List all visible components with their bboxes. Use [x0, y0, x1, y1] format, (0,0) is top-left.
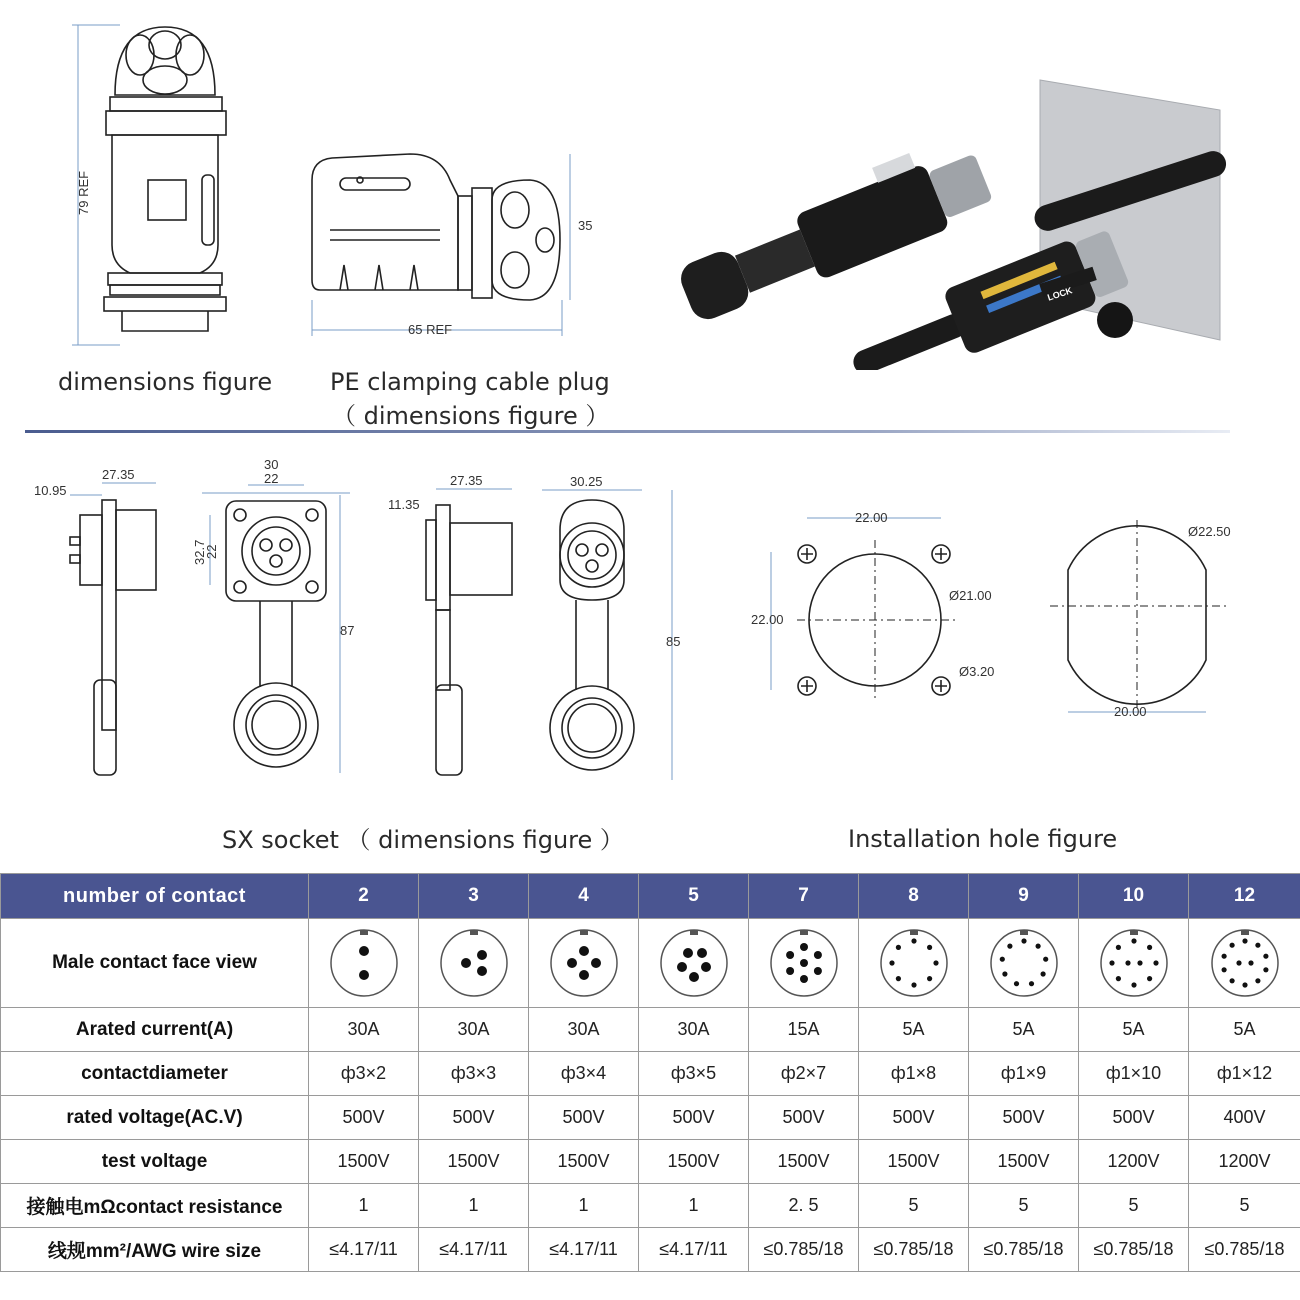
- header-label: number of contact: [1, 874, 309, 919]
- header-col: 8: [859, 874, 969, 919]
- table-cell: 1200V: [1079, 1140, 1189, 1184]
- contact-pin: [1263, 967, 1268, 972]
- contact-pin: [813, 951, 821, 959]
- socket-round-front-drawing: [530, 470, 700, 790]
- socket-round-side-drawing: [380, 465, 530, 785]
- contact-pin: [579, 970, 589, 980]
- row-label: Male contact face view: [1, 919, 309, 1008]
- table-cell: 1500V: [419, 1140, 529, 1184]
- contact-pin: [1221, 954, 1226, 959]
- header-col: 12: [1189, 874, 1300, 919]
- socket-c-dim: 30: [264, 457, 279, 472]
- table-cell: 1: [639, 1184, 749, 1228]
- table-cell: 500V: [529, 1096, 639, 1140]
- table-header-row: [1, 874, 1300, 919]
- row-label: contactdiameter: [1, 1052, 309, 1096]
- install-height-dim: 22.00: [751, 612, 784, 627]
- contact-face-4-icon: [548, 927, 620, 999]
- table-cell: 1500V: [529, 1140, 639, 1184]
- table-cell: 30A: [529, 1008, 639, 1052]
- plug-dimensions-caption: dimensions figure: [58, 368, 273, 396]
- contact-face-5-icon: [658, 927, 730, 999]
- table-cell: 30A: [309, 1008, 419, 1052]
- table-cell: ≤0.785/18: [1079, 1228, 1189, 1272]
- install-diameter-dim: Ø22.50: [1188, 524, 1231, 539]
- table-cell: 500V: [969, 1096, 1079, 1140]
- socket-j-dim: 30.25: [570, 474, 603, 489]
- table-cell: ф1×9: [969, 1052, 1079, 1096]
- table-cell: 500V: [309, 1096, 419, 1140]
- contact-pin: [889, 960, 894, 965]
- contact-pin: [359, 946, 369, 956]
- table-row: [1, 1228, 1300, 1272]
- plug-height-label: 79 REF: [76, 170, 91, 215]
- row-label: test voltage: [1, 1140, 309, 1184]
- lock-label: LOCK: [1046, 285, 1074, 303]
- contact-pin: [477, 966, 487, 976]
- contact-pin: [1109, 960, 1114, 965]
- contact-pin: [800, 943, 808, 951]
- contact-pin: [1221, 967, 1226, 972]
- contact-face-cell: [749, 919, 859, 1008]
- contact-pin: [1242, 982, 1247, 987]
- install-screw-dim: Ø3.20: [959, 664, 995, 679]
- contact-pin: [786, 967, 794, 975]
- table-row: [1, 1008, 1300, 1052]
- table-cell: 30A: [639, 1008, 749, 1052]
- contact-pin: [1131, 938, 1136, 943]
- product-photo: [650, 70, 1240, 370]
- contact-pin: [911, 982, 916, 987]
- table-cell: 5A: [859, 1008, 969, 1052]
- table-cell: 500V: [419, 1096, 529, 1140]
- table-cell: ф2×7: [749, 1052, 859, 1096]
- socket-i-dim: 27.35: [450, 473, 483, 488]
- contact-pin: [1236, 960, 1241, 965]
- contact-pin: [1255, 943, 1260, 948]
- table-cell: 1500V: [859, 1140, 969, 1184]
- contact-pin: [1028, 981, 1033, 986]
- table-cell: 30A: [419, 1008, 529, 1052]
- table-cell: 1: [309, 1184, 419, 1228]
- contact-pin: [567, 958, 577, 968]
- contact-pin: [813, 967, 821, 975]
- table-cell: 5: [859, 1184, 969, 1228]
- contact-pin: [1115, 945, 1120, 950]
- contact-pin: [1002, 971, 1007, 976]
- contact-pin: [1229, 978, 1234, 983]
- contact-face-cell: [419, 919, 529, 1008]
- header-col: 4: [529, 874, 639, 919]
- contact-pin: [895, 976, 900, 981]
- row-label: rated voltage(AC.V): [1, 1096, 309, 1140]
- table-cell: 5A: [1189, 1008, 1300, 1052]
- table-cell: ф3×2: [309, 1052, 419, 1096]
- table-cell: 400V: [1189, 1096, 1300, 1140]
- table-cell: ≤0.785/18: [1189, 1228, 1300, 1272]
- row-label: 线规mm²/AWG wire size: [1, 1228, 309, 1272]
- socket-square-front-drawing: [190, 455, 370, 785]
- table-cell: ≤4.17/11: [309, 1228, 419, 1272]
- install-width-dim: 22.00: [855, 510, 888, 525]
- contact-pin: [1115, 976, 1120, 981]
- table-cell: 500V: [639, 1096, 749, 1140]
- table-cell: ≤4.17/11: [419, 1228, 529, 1272]
- table-row: [1, 1096, 1300, 1140]
- table-cell: 1500V: [969, 1140, 1079, 1184]
- contact-pin: [1137, 960, 1142, 965]
- socket-g-dim: 87: [340, 623, 355, 638]
- table-row-face-view: [1, 919, 1300, 1008]
- contact-face-7-icon: [768, 927, 840, 999]
- socket-b-dim: 27.35: [102, 467, 135, 482]
- row-label: Arated current(A): [1, 1008, 309, 1052]
- contact-pin: [701, 962, 711, 972]
- contact-pin: [1035, 944, 1040, 949]
- spec-table: [0, 873, 1300, 1272]
- table-cell: 2. 5: [749, 1184, 859, 1228]
- table-cell: ≤4.17/11: [639, 1228, 749, 1272]
- contact-face-9-icon: [988, 927, 1060, 999]
- table-cell: ф1×12: [1189, 1052, 1300, 1096]
- contact-pin: [1013, 981, 1018, 986]
- socket-e-dim: 32.7: [192, 539, 207, 565]
- contact-pin: [1131, 982, 1136, 987]
- cable-plug-caption-line1: PE clamping cable plug: [330, 368, 610, 396]
- table-cell: 1500V: [309, 1140, 419, 1184]
- contact-pin: [1043, 957, 1048, 962]
- contact-face-3-icon: [438, 927, 510, 999]
- table-cell: ≤0.785/18: [859, 1228, 969, 1272]
- table-cell: 500V: [749, 1096, 859, 1140]
- contact-pin: [359, 970, 369, 980]
- table-cell: 5: [1079, 1184, 1189, 1228]
- table-cell: ≤4.17/11: [529, 1228, 639, 1272]
- contact-face-2-icon: [328, 927, 400, 999]
- header-col: 10: [1079, 874, 1189, 919]
- section-divider: [25, 430, 1230, 433]
- contact-face-cell: [639, 919, 749, 1008]
- table-cell: 5A: [1079, 1008, 1189, 1052]
- contact-pin: [689, 972, 699, 982]
- cable-plug-caption-line2: （ dimensions figure ）: [332, 402, 610, 430]
- table-cell: ф3×5: [639, 1052, 749, 1096]
- contact-pin: [800, 975, 808, 983]
- table-row: [1, 1140, 1300, 1184]
- install-flat-dim: 20.00: [1114, 704, 1147, 719]
- table-cell: ≤0.785/18: [749, 1228, 859, 1272]
- contact-pin: [683, 948, 693, 958]
- table-cell: 1500V: [749, 1140, 859, 1184]
- table-cell: ≤0.785/18: [969, 1228, 1079, 1272]
- contact-pin: [895, 945, 900, 950]
- table-cell: 1200V: [1189, 1140, 1300, 1184]
- contact-pin: [591, 958, 601, 968]
- table-row: [1, 1052, 1300, 1096]
- table-cell: 1: [419, 1184, 529, 1228]
- install-hole-dim: Ø21.00: [949, 588, 992, 603]
- contact-pin: [933, 960, 938, 965]
- table-cell: 5: [969, 1184, 1079, 1228]
- contact-pin: [1263, 954, 1268, 959]
- contact-pin: [999, 957, 1004, 962]
- socket-k-dim: 85: [666, 634, 681, 649]
- contact-pin: [1229, 943, 1234, 948]
- contact-pin: [461, 958, 471, 968]
- contact-pin: [1007, 944, 1012, 949]
- contact-pin: [579, 946, 589, 956]
- table-cell: 1: [529, 1184, 639, 1228]
- socket-f-dim: 22: [204, 544, 219, 559]
- table-cell: ф3×4: [529, 1052, 639, 1096]
- header-col: 9: [969, 874, 1079, 919]
- contact-face-cell: [1189, 919, 1300, 1008]
- table-cell: 1500V: [639, 1140, 749, 1184]
- socket-caption: SX socket （ dimensions figure ）: [222, 826, 624, 854]
- contact-pin: [927, 945, 932, 950]
- contact-face-cell: [529, 919, 639, 1008]
- contact-pin: [477, 950, 487, 960]
- table-row: [1, 1184, 1300, 1228]
- contact-face-cell: [1079, 919, 1189, 1008]
- table-cell: 5A: [969, 1008, 1079, 1052]
- contact-pin: [911, 938, 916, 943]
- contact-pin: [1125, 960, 1130, 965]
- cable-plug-drawing: [300, 140, 610, 350]
- table-cell: ф3×3: [419, 1052, 529, 1096]
- contact-pin: [1255, 978, 1260, 983]
- contact-face-8-icon: [878, 927, 950, 999]
- header-col: 3: [419, 874, 529, 919]
- cable-plug-width-label: 65 REF: [408, 322, 453, 337]
- contact-pin: [1147, 945, 1152, 950]
- table-cell: ф1×10: [1079, 1052, 1189, 1096]
- row-label: 接触电mΩcontact resistance: [1, 1184, 309, 1228]
- contact-face-cell: [309, 919, 419, 1008]
- table-cell: ф1×8: [859, 1052, 969, 1096]
- contact-pin: [1021, 938, 1026, 943]
- contact-pin: [1153, 960, 1158, 965]
- install-round-hole-drawing: [1040, 510, 1260, 730]
- contact-face-10-icon: [1098, 927, 1170, 999]
- contact-pin: [800, 959, 808, 967]
- header-col: 7: [749, 874, 859, 919]
- socket-h-dim: 11.35: [388, 497, 420, 512]
- socket-a-dim: 10.95: [34, 483, 67, 498]
- contact-pin: [786, 951, 794, 959]
- table-cell: 500V: [1079, 1096, 1189, 1140]
- contact-face-cell: [969, 919, 1079, 1008]
- table-cell: 500V: [859, 1096, 969, 1140]
- contact-pin: [1040, 971, 1045, 976]
- header-col: 5: [639, 874, 749, 919]
- install-caption: Installation hole figure: [848, 825, 1118, 853]
- contact-pin: [677, 962, 687, 972]
- header-col: 2: [309, 874, 419, 919]
- socket-d-dim: 22: [264, 471, 279, 486]
- contact-face-12-icon: [1209, 927, 1281, 999]
- table-cell: 5: [1189, 1184, 1300, 1228]
- cable-plug-height-label: 35: [578, 218, 593, 233]
- contact-pin: [1242, 938, 1247, 943]
- contact-pin: [1147, 976, 1152, 981]
- table-cell: 15A: [749, 1008, 859, 1052]
- install-square-hole-drawing: [745, 500, 995, 710]
- contact-face-cell: [859, 919, 969, 1008]
- contact-pin: [697, 948, 707, 958]
- socket-square-side-drawing: [30, 465, 180, 785]
- plug-side-drawing: [60, 15, 240, 355]
- contact-pin: [1248, 960, 1253, 965]
- contact-pin: [927, 976, 932, 981]
